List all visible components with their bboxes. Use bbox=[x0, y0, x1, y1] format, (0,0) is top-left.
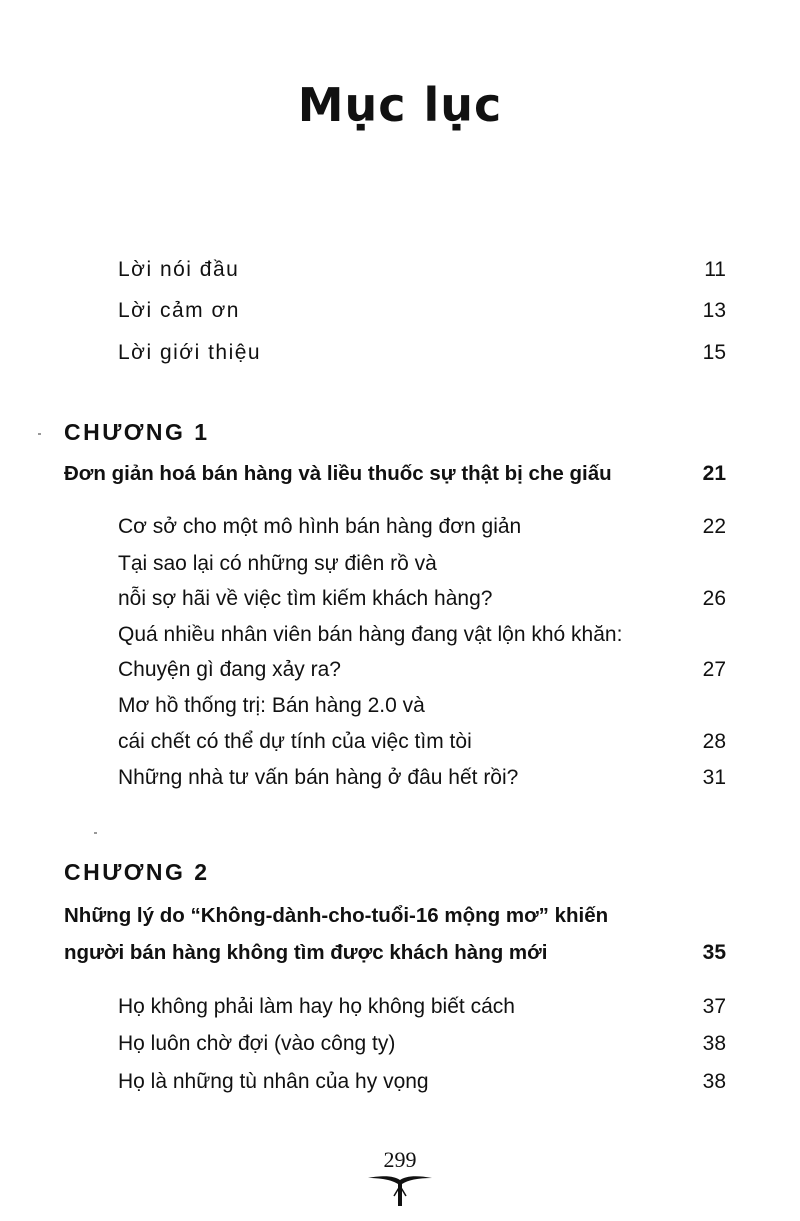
chapter-title[interactable]: Đơn giản hoá bán hàng và liều thuốc sự thật bị che giấu bbox=[64, 462, 612, 485]
toc-entry-label: Lời cảm ơn bbox=[118, 299, 240, 322]
toc-page-number: 37 bbox=[702, 995, 726, 1018]
page-number: 299 bbox=[383, 1147, 417, 1172]
toc-entry[interactable]: Những nhà tư vấn bán hàng ở đâu hết rồi? bbox=[118, 766, 519, 789]
toc-entry-label: Lời giới thiệu bbox=[118, 341, 262, 364]
toc-entry-continued[interactable]: cái chết có thể dự tính của việc tìm tòi bbox=[118, 730, 472, 753]
toc-page-number: 11 bbox=[704, 258, 726, 281]
toc-page-number: 27 bbox=[702, 658, 726, 681]
toc-entry[interactable]: Mơ hồ thống trị: Bán hàng 2.0 và bbox=[118, 694, 425, 717]
scan-speck bbox=[94, 832, 97, 834]
toc-entry-label: Lời nói đầu bbox=[118, 258, 240, 281]
toc-entry[interactable]: Họ không phải làm hay họ không biết cách bbox=[118, 995, 515, 1018]
toc-entry-preface[interactable] bbox=[118, 257, 239, 283]
toc-page-number: 35 bbox=[702, 941, 726, 964]
ornament-icon bbox=[366, 1172, 434, 1208]
page-title: Mục lục bbox=[297, 78, 503, 132]
chapter-heading: CHƯƠNG 1 bbox=[64, 419, 210, 445]
toc-entry[interactable]: Quá nhiều nhân viên bán hàng đang vật lộn khó khăn: bbox=[118, 623, 623, 646]
toc-page-number: 38 bbox=[702, 1070, 726, 1093]
toc-entry-introduction[interactable] bbox=[118, 340, 261, 366]
toc-page-number: 22 bbox=[702, 515, 726, 538]
chapter-title-continued[interactable]: người bán hàng không tìm được khách hàng mới bbox=[64, 941, 548, 964]
toc-page-number: 31 bbox=[702, 766, 726, 789]
toc-entry[interactable]: Họ luôn chờ đợi (vào công ty) bbox=[118, 1032, 396, 1055]
chapter-heading: CHƯƠNG 2 bbox=[64, 859, 210, 885]
scan-speck bbox=[38, 433, 41, 435]
toc-page-number: 15 bbox=[702, 341, 726, 364]
toc-page-number: 26 bbox=[702, 587, 726, 610]
toc-entry[interactable]: Cơ sở cho một mô hình bán hàng đơn giản bbox=[118, 515, 522, 538]
chapter-title[interactable]: Những lý do “Không-dành-cho-tuổi-16 mộng mơ” khiến bbox=[64, 904, 609, 927]
toc-entry[interactable]: Tại sao lại có những sự điên rồ và bbox=[118, 552, 437, 575]
toc-entry-acknowledgements[interactable] bbox=[118, 298, 240, 324]
toc-page-number: 28 bbox=[702, 730, 726, 753]
toc-entry-continued[interactable]: nỗi sợ hãi về việc tìm kiếm khách hàng? bbox=[118, 587, 493, 610]
toc-entry-continued[interactable]: Chuyện gì đang xảy ra? bbox=[118, 658, 341, 681]
toc-page-number: 21 bbox=[702, 462, 726, 485]
toc-page-number: 38 bbox=[702, 1032, 726, 1055]
toc-page-number: 13 bbox=[702, 299, 726, 322]
toc-entry[interactable]: Họ là những tù nhân của hy vọng bbox=[118, 1070, 429, 1093]
